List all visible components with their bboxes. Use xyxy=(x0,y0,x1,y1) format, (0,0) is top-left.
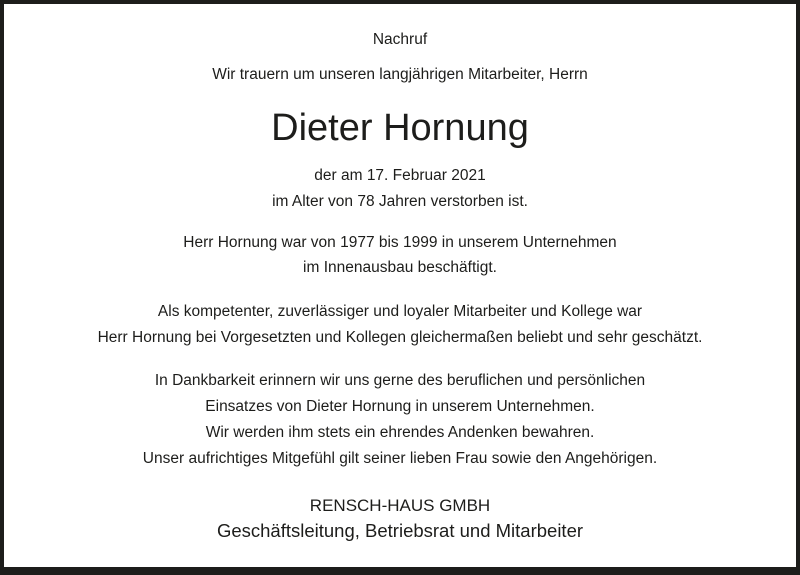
closing-line: Unser aufrichtiges Mitgefühl gilt seiner lieben Frau sowie den Angehörigen. xyxy=(142,450,658,467)
tribute-line: Herr Hornung bei Vorgesetzten und Kollegen gleichermaßen beliebt und sehr geschätzt. xyxy=(97,329,703,346)
signatories: Geschäftsleitung, Betriebsrat und Mitarbeiter xyxy=(216,520,584,541)
tribute-line: Als kompetenter, zuverlässiger und loyaler Mitarbeiter und Kollege war xyxy=(157,303,643,320)
intro: Wir trauern um unseren langjährigen Mitarbeiter, Herrn xyxy=(212,66,588,83)
age: im Alter von 78 Jahren verstorben ist. xyxy=(272,193,528,210)
deceased-name: Dieter Hornung xyxy=(271,107,529,149)
heading: Nachruf xyxy=(372,31,428,48)
career-line: im Innenausbau beschäftigt. xyxy=(303,259,497,276)
closing-line: Wir werden ihm stets ein ehrendes Andenken bewahren. xyxy=(205,424,595,441)
career-line: Herr Hornung war von 1977 bis 1999 in unserem Unternehmen xyxy=(183,234,617,251)
closing-line: Einsatzes von Dieter Hornung in unserem Unternehmen. xyxy=(205,398,595,415)
obituary-notice xyxy=(4,4,796,567)
closing-line: In Dankbarkeit erinnern wir uns gerne des beruflichen und persönlichen xyxy=(154,372,646,389)
company-name: RENSCH-HAUS GMBH xyxy=(309,496,491,515)
death-date: der am 17. Februar 2021 xyxy=(314,167,486,184)
